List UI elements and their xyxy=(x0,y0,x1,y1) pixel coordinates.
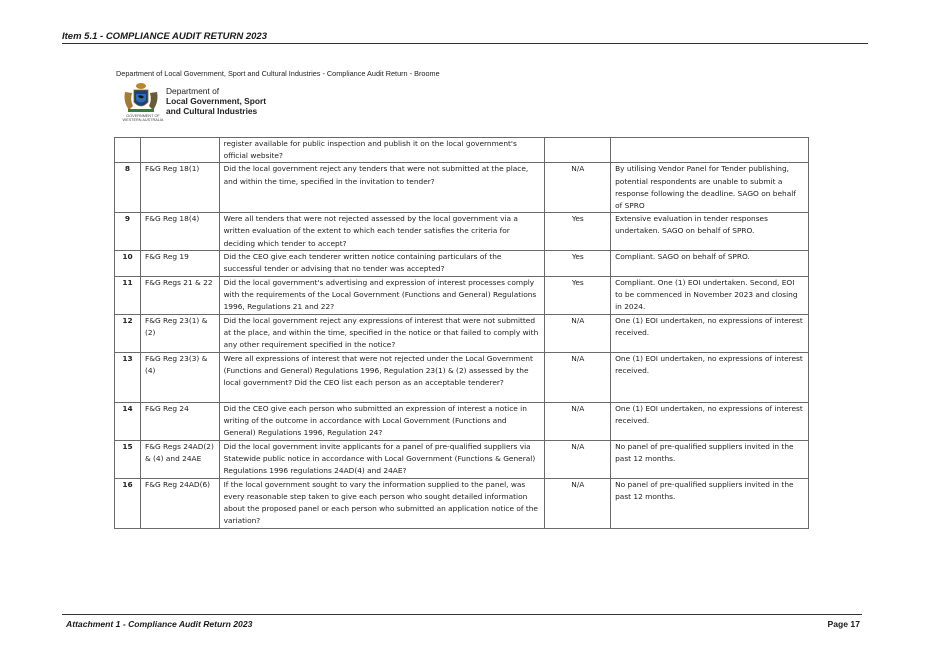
audit-question: Were all tenders that were not rejected assessed by the local government via a written evaluation of the extent to which each tender satisfies the criteria for deciding which tender to accept? xyxy=(219,213,545,251)
row-number: 12 xyxy=(115,314,141,352)
audit-question: Did the local government reject any tenders that were not submitted at the place, and within the time, specified in the invitation to tender? xyxy=(219,163,545,213)
table-row xyxy=(115,276,809,314)
footer-attachment-title: Attachment 1 - Compliance Audit Return 2023 xyxy=(66,619,253,629)
regulation-ref: F&G Reg 24 xyxy=(140,402,219,440)
page-footer xyxy=(62,614,862,629)
row-number: 14 xyxy=(115,402,141,440)
wa-coat-of-arms-icon xyxy=(121,82,161,114)
table-row xyxy=(115,251,809,276)
comment-cell: One (1) EOI undertaken, no expressions of interest received. xyxy=(611,352,809,402)
comment-cell: Compliant. One (1) EOI undertaken. Second, EOI to be commenced in November 2023 and closing in 2024. xyxy=(611,276,809,314)
comment-cell: No panel of pre-qualified suppliers invited in the past 12 months. xyxy=(611,440,809,478)
table-row xyxy=(115,314,809,352)
response-cell: N/A xyxy=(545,402,611,440)
comment-cell xyxy=(611,138,809,163)
audit-question: If the local government sought to vary the information supplied to the panel, was every reasonable step taken to give each person who sought detailed information about the proposed panel or each person who submitted an application notice of the variation? xyxy=(219,478,545,528)
crest-caption: GOVERNMENT OF WESTERN AUSTRALIA xyxy=(122,114,164,123)
response-cell: Yes xyxy=(545,276,611,314)
row-number: 8 xyxy=(115,163,141,213)
comment-cell: By utilising Vendor Panel for Tender publishing, potential respondents are unable to submit a response following the deadline. SAGO on behalf of SPRO xyxy=(611,163,809,213)
audit-question: Did the CEO give each person who submitted an expression of interest a notice in writing of the outcome in accordance with Local Government (Functions and General) Regulations 1996, Regulation 24? xyxy=(219,402,545,440)
row-number: 16 xyxy=(115,478,141,528)
row-number: 9 xyxy=(115,213,141,251)
response-cell xyxy=(545,138,611,163)
table-row xyxy=(115,478,809,528)
response-cell: Yes xyxy=(545,213,611,251)
audit-question: Did the local government reject any expressions of interest that were not submitted at the place, and within the time, specified in the notice or that failed to comply with any other requirement specified in the notice? xyxy=(219,314,545,352)
comment-cell: One (1) EOI undertaken, no expressions of interest received. xyxy=(611,314,809,352)
regulation-ref: F&G Reg 19 xyxy=(140,251,219,276)
table-row xyxy=(115,138,809,163)
row-number: 11 xyxy=(115,276,141,314)
table-row xyxy=(115,402,809,440)
comment-cell: Extensive evaluation in tender responses undertaken. SAGO on behalf of SPRO. xyxy=(611,213,809,251)
department-name: Department of Local Government, Sport and Cultural Industries xyxy=(166,86,267,116)
comment-cell: No panel of pre-qualified suppliers invited in the past 12 months. xyxy=(611,478,809,528)
regulation-ref: F&G Reg 23(1) & (2) xyxy=(140,314,219,352)
row-number: 13 xyxy=(115,352,141,402)
regulation-ref: F&G Reg 18(1) xyxy=(140,163,219,213)
regulation-ref: F&G Regs 21 & 22 xyxy=(140,276,219,314)
regulation-ref: F&G Reg 18(4) xyxy=(140,213,219,251)
response-cell: N/A xyxy=(545,440,611,478)
row-number: 10 xyxy=(115,251,141,276)
regulation-ref: F&G Reg 23(3) & (4) xyxy=(140,352,219,402)
response-cell: Yes xyxy=(545,251,611,276)
compliance-audit-table xyxy=(114,137,809,529)
audit-question: Did the CEO give each tenderer written notice containing particulars of the successful tender or advising that no tender was accepted? xyxy=(219,251,545,276)
row-number xyxy=(115,138,141,163)
audit-question: Did the local government invite applicants for a panel of pre-qualified suppliers via Statewide public notice in accordance with Local Government (Functions & General) Regulations 1996 regulations 24AD(4) and 24AE? xyxy=(219,440,545,478)
table-row xyxy=(115,163,809,213)
table-row xyxy=(115,213,809,251)
department-logo xyxy=(118,80,318,126)
table-row xyxy=(115,352,809,402)
regulation-ref: F&G Reg 24AD(6) xyxy=(140,478,219,528)
response-cell: N/A xyxy=(545,478,611,528)
regulation-ref: F&G Regs 24AD(2) & (4) and 24AE xyxy=(140,440,219,478)
regulation-ref xyxy=(140,138,219,163)
audit-question: Did the local government's advertising and expression of interest processes comply with the requirements of the Local Government (Functions and General) Regulations 1996, Regulations 21 and 22? xyxy=(219,276,545,314)
comment-cell: One (1) EOI undertaken, no expressions of interest received. xyxy=(611,402,809,440)
table-row xyxy=(115,440,809,478)
response-cell: N/A xyxy=(545,163,611,213)
footer-page-number: Page 17 xyxy=(827,619,860,629)
audit-question: Were all expressions of interest that were not rejected under the Local Government (Functions and General) Regulations 1996, Regulation 23(1) & (2) assessed by the local government? Did the CEO list each person as an acceptable tenderer? xyxy=(219,352,545,402)
document-source-line: Department of Local Government, Sport and Cultural Industries - Compliance Audit Return - Broome xyxy=(116,69,440,78)
row-number: 15 xyxy=(115,440,141,478)
audit-question: register available for public inspection and publish it on the local government's official website? xyxy=(219,138,545,163)
comment-cell: Compliant. SAGO on behalf of SPRO. xyxy=(611,251,809,276)
response-cell: N/A xyxy=(545,352,611,402)
response-cell: N/A xyxy=(545,314,611,352)
page-header-title: Item 5.1 - COMPLIANCE AUDIT RETURN 2023 xyxy=(62,31,868,44)
